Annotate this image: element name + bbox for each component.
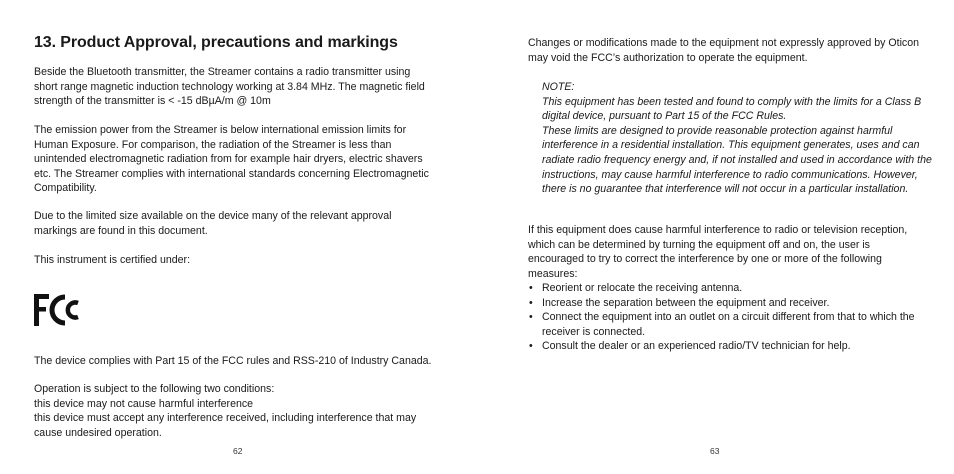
page-number-right: 63 xyxy=(710,446,720,456)
paragraph-approval-markings: Due to the limited size available on the device many of the relevant approval markings are found in this document. xyxy=(34,210,392,237)
note-label: NOTE: xyxy=(542,81,575,93)
paragraph-interference-measures: If this equipment does cause harmful interference to radio or television reception, which can be determined by turning the equipment off and on, the user is encouraged to try to correct the interference by one or more of the following measures: xyxy=(528,224,908,280)
list-item-text: Consult the dealer or an experienced radio/TV technician for help. xyxy=(542,340,851,353)
bullet-dot: • xyxy=(529,340,533,353)
list-item xyxy=(528,281,928,296)
bullet-dot: • xyxy=(529,296,533,309)
fcc-note xyxy=(542,80,932,197)
list-item-text: Increase the separation between the equipment and receiver. xyxy=(542,296,830,309)
fcc-logo-icon xyxy=(34,293,80,327)
list-item xyxy=(528,339,928,354)
paragraph-transmitter: Beside the Bluetooth transmitter, the Streamer contains a radio transmitter using short range magnetic induction technology working at 3.84 MHz. The magnetic field strength of the transmitter is < -15 dBµA/m @ 10m xyxy=(34,66,425,108)
measures-list xyxy=(528,281,928,354)
note-text-limits: These limits are designed to provide reasonable protection against harmful interference in a residential installation. This equipment generates, uses and can radiate radio frequency energy and, if not installed and used in accordance with the instructions, may cause harmful interference to radio communications. However, there is no guarantee that interference will not occur in a particular installation. xyxy=(542,124,932,196)
condition-2: this device must accept any interference received, including interference that may cause undesired operation. xyxy=(34,412,417,439)
page-number-left: 62 xyxy=(233,446,243,456)
list-item-text: Reorient or relocate the receiving antenna. xyxy=(542,282,743,294)
paragraph-fcc-compliance: The device complies with Part 15 of the FCC rules and RSS-210 of Industry Canada. xyxy=(34,355,432,367)
note-text-class-b: This equipment has been tested and found to comply with the limits for a Class B digital device, pursuant to Part 15 of the FCC Rules. xyxy=(542,95,922,123)
section-title: 13. Product Approval, precautions and markings xyxy=(34,34,398,51)
list-item xyxy=(528,310,928,339)
list-item xyxy=(528,296,928,311)
bullet-dot: • xyxy=(529,311,533,324)
paragraph-certified-under: This instrument is certified under: xyxy=(34,254,191,266)
list-item-text: Connect the equipment into an outlet on a circuit different from that to which the receiver is connected. xyxy=(542,311,915,338)
condition-1: this device may not cause harmful interference xyxy=(34,398,254,410)
paragraph-conditions: Operation is subject to the following two conditions: xyxy=(34,383,275,395)
bullet-dot: • xyxy=(529,282,533,294)
paragraph-modifications: Changes or modifications made to the equipment not expressly approved by Oticon may void the FCC’s authorization to operate the equipment. xyxy=(528,37,920,64)
paragraph-emission-power: The emission power from the Streamer is below international emission limits for Human Exposure. For comparison, the radiation of the Streamer is less than unintended electromagnetic radiation from for example hair dryers, electric shavers etc. The Streamer complies with international standards concerning Electromagnetic Compatibility. xyxy=(34,124,429,195)
right-page xyxy=(477,0,954,474)
